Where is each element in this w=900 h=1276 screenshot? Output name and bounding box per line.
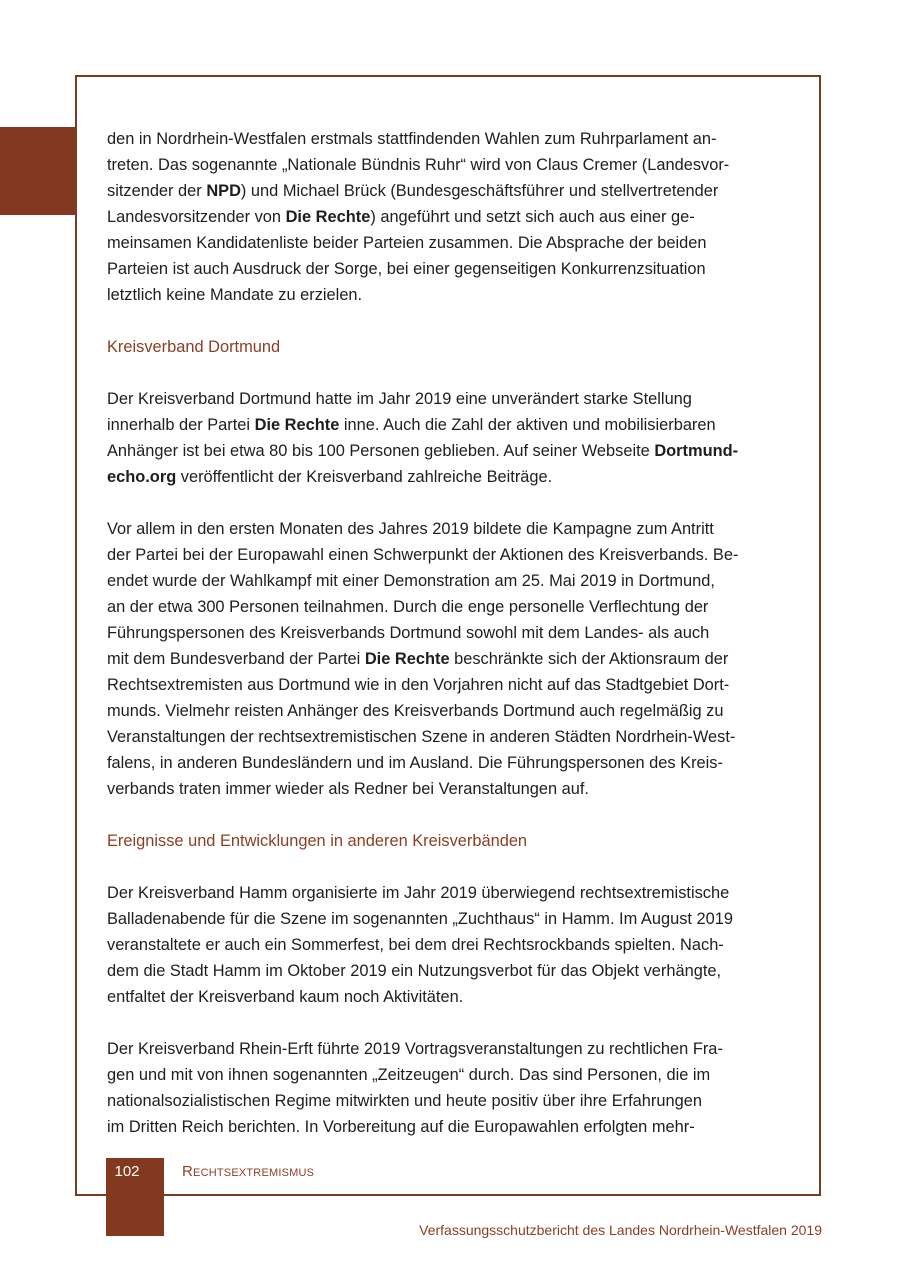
text-line: Vor allem in den ersten Monaten des Jahres 2019 bildete die Kampagne zum Antritt <box>107 520 714 538</box>
text-line: im Dritten Reich berichten. In Vorbereitung auf die Europawahlen erfolgten mehr- <box>107 1118 695 1136</box>
text-line: letztlich keine Mandate zu erzielen. <box>107 286 363 304</box>
text-line: gen und mit von ihnen sogenannten „Zeitzeugen“ durch. Das sind Personen, die im <box>107 1066 711 1084</box>
text-line: falens, in anderen Bundesländern und im Ausland. Die Führungspersonen des Kreis- <box>107 754 723 772</box>
text-line: dem die Stadt Hamm im Oktober 2019 ein Nutzungsverbot für das Objekt verhängte, <box>107 962 722 980</box>
text-line: veranstaltete er auch ein Sommerfest, bei dem drei Rechtsrockbands spielten. Nach- <box>107 936 724 954</box>
party-name: Die Rechte <box>254 416 340 434</box>
text-line: mit dem Bundesverband der Partei Die Rechte beschränkte sich der Aktionsraum der <box>107 650 729 668</box>
page-number-box <box>106 1158 164 1236</box>
running-section-title: Rechtsextremismus <box>182 1163 315 1180</box>
side-tab-marker <box>0 127 77 215</box>
text-line: nationalsozialistischen Regime mitwirkten und heute positiv über ihre Erfahrungen <box>107 1092 702 1110</box>
text-line: Parteien ist auch Ausdruck der Sorge, bei einer gegenseitigen Konkurrenzsituation <box>107 260 706 278</box>
website-name: echo.org <box>107 468 177 486</box>
text-line: endet wurde der Wahlkampf mit einer Demonstration am 25. Mai 2019 in Dortmund, <box>107 572 715 590</box>
text-line: Der Kreisverband Hamm organisierte im Jahr 2019 überwiegend rechtsextremistische <box>107 884 730 902</box>
text-line: echo.org veröffentlicht der Kreisverband zahlreiche Beiträge. <box>107 468 553 486</box>
text-line: munds. Vielmehr reisten Anhänger des Kreisverbands Dortmund auch regelmäßig zu <box>107 702 724 720</box>
text-line: an der etwa 300 Personen teilnahmen. Durch die enge personelle Verflechtung der <box>107 598 709 616</box>
text-line: Der Kreisverband Rhein-Erft führte 2019 Vortragsveranstaltungen zu rechtlichen Fra- <box>107 1040 723 1058</box>
text-line: meinsamen Kandidatenliste beider Parteien zusammen. Die Absprache der beiden <box>107 234 707 252</box>
page-number: 102 <box>114 1163 140 1180</box>
body-text <box>107 126 797 1140</box>
party-name: Die Rechte <box>364 650 450 668</box>
text-line: entfaltet der Kreisverband kaum noch Aktivitäten. <box>107 988 464 1006</box>
text-line: Rechtsextremisten aus Dortmund wie in den Vorjahren nicht auf das Stadtgebiet Dort- <box>107 676 730 694</box>
website-name: Dortmund- <box>654 442 739 460</box>
text-line: Landesvorsitzender von Die Rechte) angeführt und setzt sich auch aus einer ge- <box>107 208 695 226</box>
text-line: Anhänger ist bei etwa 80 bis 100 Personen geblieben. Auf seiner Webseite Dortmund- <box>107 442 739 460</box>
party-name-npd: NPD <box>206 182 241 200</box>
text-line: Veranstaltungen der rechtsextremistischen Szene in anderen Städten Nordrhein-West- <box>107 728 736 746</box>
text-line: treten. Das sogenannte „Nationale Bündnis Ruhr“ wird von Claus Cremer (Landesvor- <box>107 156 730 174</box>
party-name: Die Rechte <box>285 208 371 226</box>
text-line: Führungspersonen des Kreisverbands Dortmund sowohl mit dem Landes- als auch <box>107 624 710 642</box>
text-line: Der Kreisverband Dortmund hatte im Jahr 2019 eine unverändert starke Stellung <box>107 390 692 408</box>
text-line: der Partei bei der Europawahl einen Schwerpunkt der Aktionen des Kreisverbands. Be- <box>107 546 739 564</box>
section-heading-other-districts: Ereignisse und Entwicklungen in anderen Kreisverbänden <box>107 832 528 850</box>
text-line: innerhalb der Partei Die Rechte inne. Auch die Zahl der aktiven und mobilisierbaren <box>107 416 716 434</box>
footer-report-title: Verfassungsschutzbericht des Landes Nordrhein-Westfalen 2019 <box>419 1222 822 1238</box>
text-line: Balladenabende für die Szene im sogenannten „Zuchthaus“ in Hamm. Im August 2019 <box>107 910 733 928</box>
text-line: verbands traten immer wieder als Redner bei Veranstaltungen auf. <box>107 780 589 798</box>
text-line: den in Nordrhein-Westfalen erstmals stattfindenden Wahlen zum Ruhrparlament an- <box>107 130 717 148</box>
text-line: sitzender der NPD) und Michael Brück (Bundesgeschäftsführer und stellvertretender <box>107 182 719 200</box>
section-heading-dortmund: Kreisverband Dortmund <box>107 338 281 356</box>
